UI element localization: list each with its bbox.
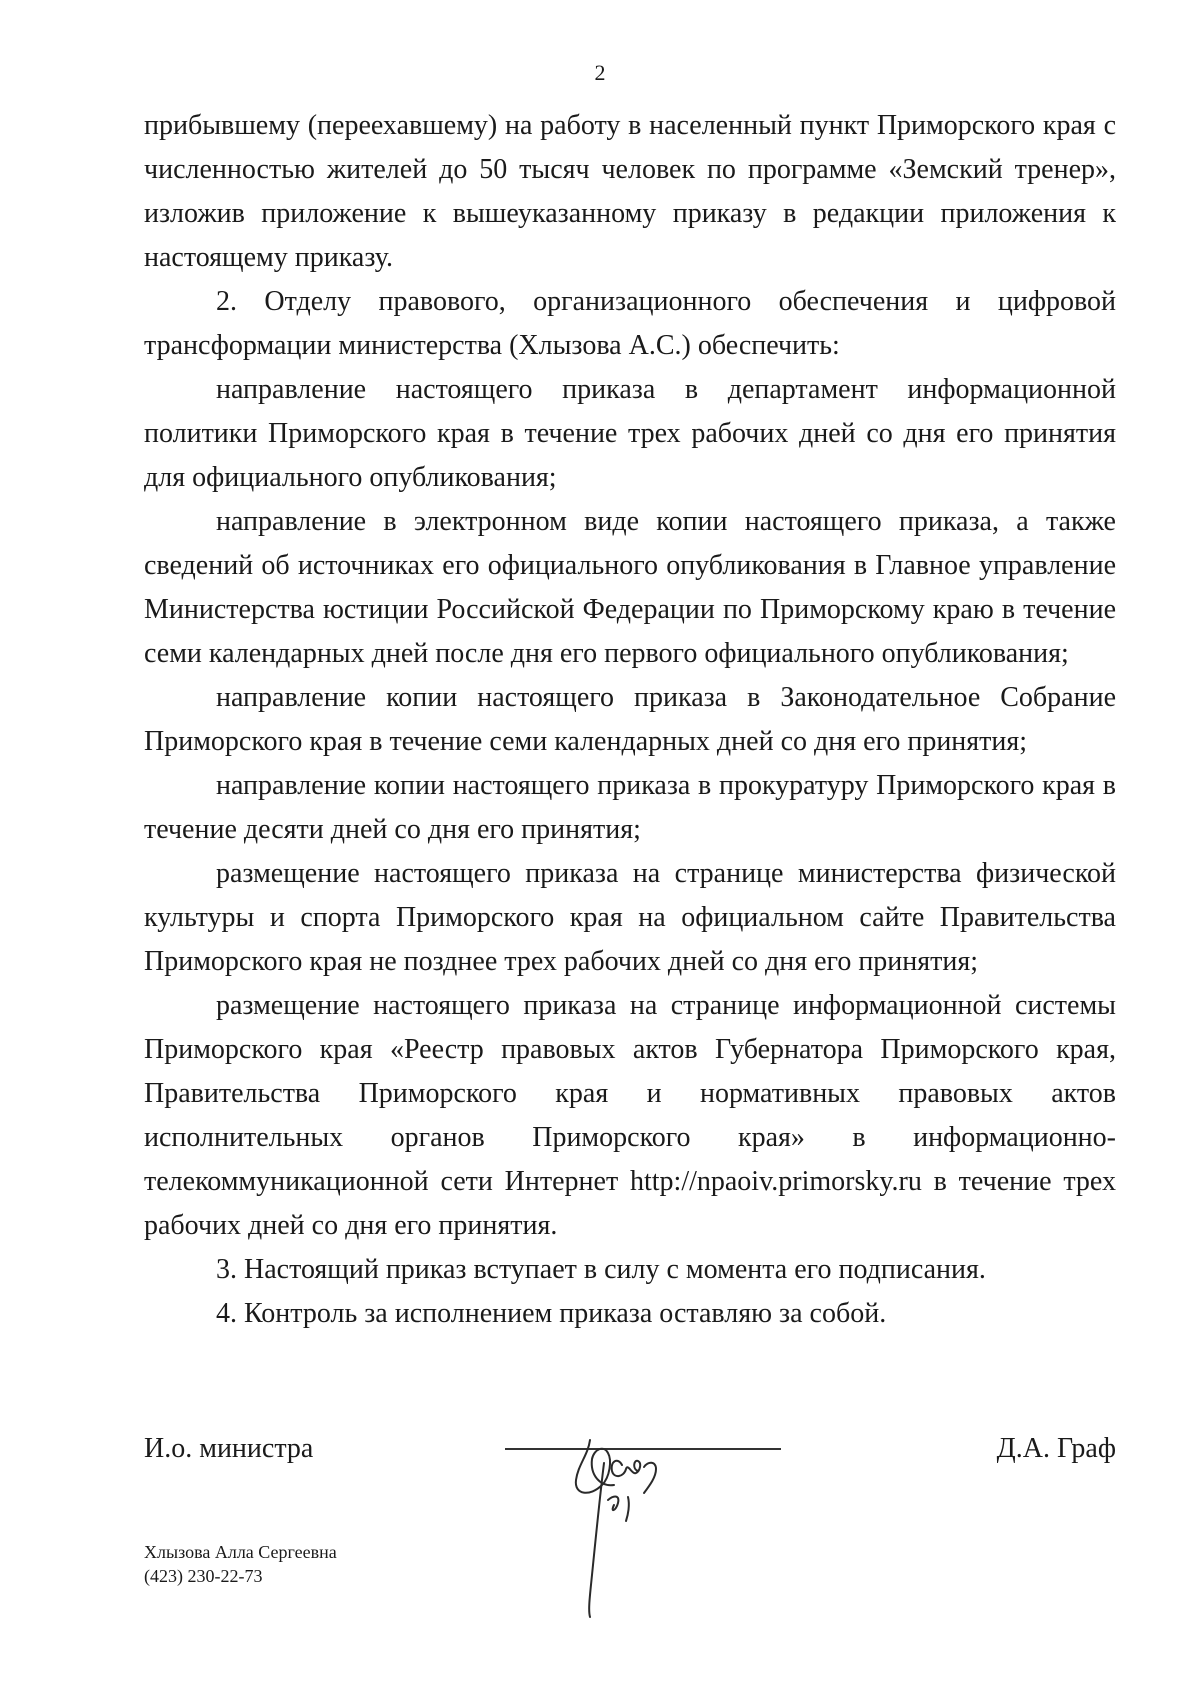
paragraph-item-4: 4. Контроль за исполнением приказа оставляю за собой. [216,1298,887,1329]
paragraph-subitem-legislative-assembly: направление копии настоящего приказа в Законодательное Собрание Приморского края в течение семи календарных дней со дня его принятия; [144,682,1116,757]
document-body [144,104,1116,1336]
paragraph-item-2: 2. Отделу правового, организационного обеспечения и цифровой трансформации министерства (Хлызова А.С.) обеспечить: [144,286,1116,361]
executor-name: Хлызова Алла Сергеевна [144,1542,337,1562]
signatory-position: И.о. министра [144,1433,314,1464]
paragraph-item-3: 3. Настоящий приказ вступает в силу с момента его подписания. [216,1254,986,1285]
executor-phone: (423) 230-22-73 [144,1566,263,1586]
handwritten-signature [570,1435,730,1620]
paragraph-subitem-prosecutor: направление копии настоящего приказа в прокуратуру Приморского края в течение десяти дней со дня его принятия; [144,770,1116,845]
paragraph-subitem-ministry-page: размещение настоящего приказа на странице министерства физической культуры и спорта Приморского края на официальном сайте Правительства Приморского края не позднее трех рабочих дней со дня его принятия; [144,858,1116,977]
paragraph-subitem-publication: направление настоящего приказа в департамент информационной политики Приморского края в течение трех рабочих дней со дня его принятия для официального опубликования; [144,374,1116,493]
paragraph-subitem-registry: размещение настоящего приказа на странице информационной системы Приморского края «Реестр правовых актов Губернатора Приморского края, Правительства Приморского края и нормативных правовых актов исполнительных органов Приморского края» в информационно-телекоммуникационной сети Интернет http://npaoiv.primorsky.ru в течение трех рабочих дней со дня его принятия. [144,990,1116,1241]
paragraph-continuation: прибывшему (переехавшему) на работу в населенный пункт Приморского края с численностью жителей до 50 тысяч человек по программе «Земский тренер», изложив приложение к вышеуказанному приказу в редакции приложения к настоящему приказу. [144,110,1116,273]
executor-info [144,1540,337,1588]
signatory-name: Д.А. Граф [996,1433,1116,1464]
page-number: 2 [594,60,606,85]
paragraph-subitem-ministry-of-justice: направление в электронном виде копии настоящего приказа, а также сведений об источниках его официального опубликования в Главное управление Министерства юстиции Российской Федерации по Приморскому краю в течение семи календарных дней после дня его первого официального опубликования; [144,506,1116,669]
